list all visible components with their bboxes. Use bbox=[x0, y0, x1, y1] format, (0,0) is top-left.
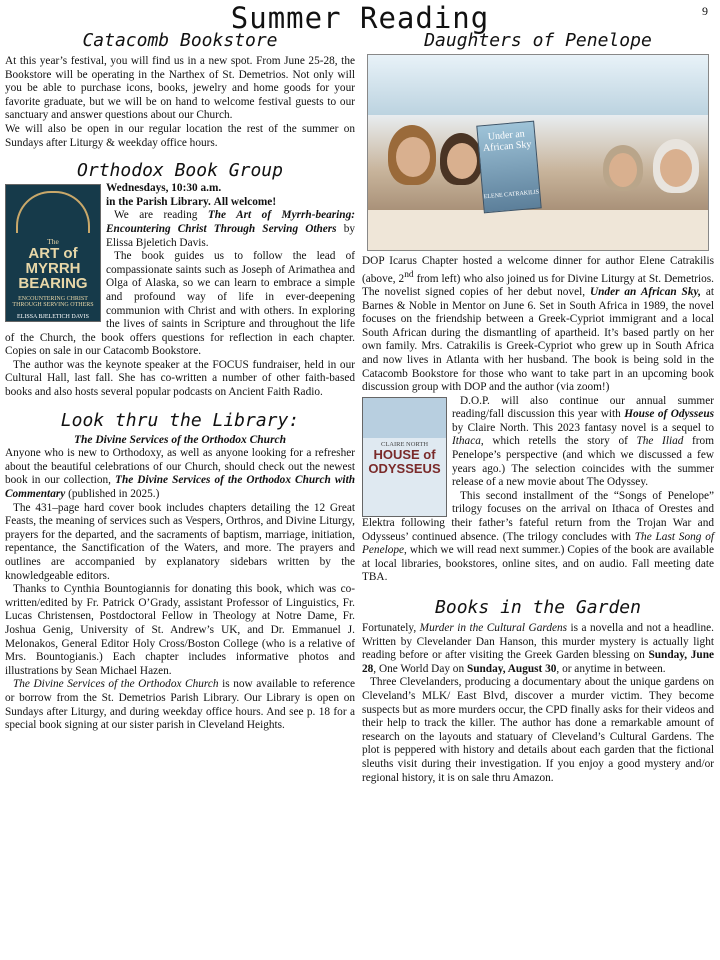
library-heading: Look thru the Library: bbox=[60, 409, 300, 431]
book-group-paragraph: The book guides us to follow the lead of compassionate saints such as Joseph of Arimathea and Olga of Alaska, so we can learn to embrace a simple and profound way of life in ever-deepening communion with Christ and with others. In exploring the lives of saints in Scripture and throughout the life of the Church, the book offers questions for reflection in each chapter. Copies on sale in our Catacomb Bookstore. bbox=[5, 250, 355, 358]
house-of-odysseus-book-cover bbox=[362, 397, 447, 517]
garden-paragraph bbox=[362, 622, 714, 676]
event-date: Sunday, August 30 bbox=[466, 662, 557, 675]
welcome-text: All welcome! bbox=[213, 195, 277, 208]
guest-figure bbox=[396, 137, 430, 177]
photo-book-author: ELENE CATRAKILIS bbox=[483, 189, 540, 201]
guest-figure bbox=[447, 143, 477, 179]
book-title: The Last Song of Penelope bbox=[362, 530, 715, 557]
book-title: The Divine Services of the Orthodox Church bbox=[13, 678, 219, 691]
text-run: by Claire North. This 2023 fantasy novel is a sequel to bbox=[452, 421, 714, 434]
library-paragraph: The 431–page hard cover book includes chapters detailing the 12 Great Feasts, the meaning of services such as Vespers, Orthros, and Divine Liturgy, prayers for the departed, and the sacraments of baptism, marriage, initiation, repentance, the Sanctification of the Waters, and more. The prayers and outlines are accompanied by explanatory sidebars written by the knowledgeable editors. bbox=[5, 501, 355, 582]
text-run: is a novella and not a headline. Written by Clevelander Dan Hanson, this murder mystery is actually light reading before or after visiting the Greek Garden blessing on bbox=[362, 622, 715, 662]
photo-book-title: Under an African Sky bbox=[482, 128, 532, 155]
book-title: The Iliad bbox=[636, 435, 684, 448]
library-paragraph bbox=[5, 447, 355, 501]
text-run: DOP Icarus Chapter hosted a welcome dinner for author Elene Catrakilis (above, 2 bbox=[362, 255, 714, 285]
book-title: House of Odysseus bbox=[624, 408, 714, 421]
page-number: 9 bbox=[702, 4, 708, 18]
cover-subtitle: ENCOUNTERING CHRIST THROUGH SERVING OTHERS bbox=[12, 296, 94, 309]
left-column bbox=[5, 30, 355, 733]
garden-paragraph: Three Clevelanders, producing a documentary about the unique gardens on Cleveland’s MLK/ East Blvd, discover a murder victim. They become suspects but as more murders occur, the CPD finally asks for their videos and their help to track the killer. The author has done a remarkable amount of research on the layouts and statuary of Cleveland’s Cultural Gardens. The plot is peppered with history and details about each garden that the fictional sleuths visit during their investigation. If you enjoy a good mystery and/or regional history, it is on sale thru Amazon. bbox=[362, 676, 714, 784]
text-run: This second installment of the “Songs of Penelope” trilogy focuses on the arrival on Ithaca of Orestes and Elektra following their father’s fateful return from the Trojan War and Odysseus’ continued absence. (The trilogy concludes with bbox=[362, 489, 714, 543]
text-run: , One World Day on bbox=[373, 662, 467, 675]
text-run: from Penelope’s perspective (and which we discussed a few years ago.) The selection coincides with the summer release of a new movie about The Odyssey. bbox=[452, 435, 714, 489]
text-run: , or anytime in between. bbox=[556, 662, 666, 675]
book-title: Ithaca bbox=[452, 435, 481, 448]
book-title: Murder in the Cultural Gardens bbox=[419, 622, 568, 635]
guest-figure bbox=[660, 149, 692, 187]
text-run: , which we will read next summer.) Copies of the book are available at local libraries, bookstores, online sites, and on audio. Fall meeting date TBA. bbox=[362, 544, 714, 584]
catacomb-paragraph: At this year’s festival, you will find us in a new spot. From June 25-28, the Bookstore will be operating in the Narthex of St. Demetrios. Not only will you be able to purchase icons, books, jewelry and home goods for your favorite graduate, but we will be on hand to welcome festival guests to our sanctuary and answer questions about our Church. bbox=[5, 55, 355, 122]
text-run: from left) who also joined us for Divine Liturgy at St. Demetrios. The novelist signed copies of her debut novel, bbox=[362, 272, 714, 298]
book-title: The Art of Myrrh-bearing: Encountering Christ Through Serving Others bbox=[106, 209, 355, 235]
superscript: nd bbox=[404, 269, 414, 280]
icon-arch-illustration bbox=[16, 191, 90, 233]
text-run: We are reading bbox=[114, 209, 208, 222]
book-group-paragraph: The author was the keynote speaker at the FOCUS fundraiser, held in our Cultural Hall, last fall. She has co-written a number of other faith-based books and also hosts several popular podcasts on Ancient Faith Radio. bbox=[5, 358, 355, 399]
book-title: Under an African Sky, bbox=[589, 285, 701, 298]
penelope-paragraph bbox=[362, 255, 714, 395]
cover-text: The bbox=[47, 237, 59, 247]
cover-author: ELISSA BJELETICH DAVIS bbox=[17, 314, 89, 321]
right-column bbox=[362, 30, 714, 785]
text-run: is now available to reference or borrow from the St. Demetrios Parish Library. Our Library is open on Sundays after Liturgy, and during weekday office hours. And see p. 18 for a special book signing at our sister parish in Cleveland Heights. bbox=[5, 678, 355, 732]
penelope-heading: Daughters of Penelope bbox=[424, 30, 652, 51]
dinner-table bbox=[368, 210, 708, 250]
meeting-place: in the Parish Library. bbox=[106, 195, 211, 208]
catacomb-paragraph: We will also be open in our regular location the rest of the summer on Sundays after Liturgy & weekday office hours. bbox=[5, 122, 355, 149]
cover-sky bbox=[363, 398, 446, 438]
guest-figure bbox=[609, 153, 637, 187]
text-run: , which retells the story of bbox=[480, 435, 637, 448]
cover-author: CLAIRE NORTH bbox=[380, 440, 429, 448]
library-subheading: The Divine Services of the Orthodox Church bbox=[73, 433, 287, 446]
book-author: by Elissa Bjeletich Davis. bbox=[106, 222, 355, 249]
library-paragraph: Thanks to Cynthia Bountogiannis for donating this book, which was co-written/edited by Fr. Patrick O’Grady, assistant Professor of Linguistics, Fr. Lucas Christensen, Postdoctoral Fellow in Theology at Notre Dame, Fr. Joshua Genig, University of St. Andrew’s UK, and Dr. Emmanuel J. Melonakos, General Editor Holy Cross/Boston College (who is a relative of Mrs. Bountogianis.) Each chapter includes informative photos and illustrations by Sean Michael Hazen. bbox=[5, 583, 355, 677]
garden-heading: Books in the Garden bbox=[435, 597, 641, 619]
held-book bbox=[476, 121, 541, 214]
dinner-photo bbox=[367, 54, 709, 251]
cover-title: HOUSE of ODYSSEUS bbox=[368, 446, 441, 476]
page-title: Summer Reading bbox=[230, 1, 490, 35]
event-date: Sunday, June 28 bbox=[362, 649, 715, 675]
text-run: (published in 2025.) bbox=[65, 488, 160, 501]
text-run: D.O.P. will also continue our annual summer reading/fall discussion this year with bbox=[452, 394, 714, 421]
text-run: at Barnes & Noble in Mentor on June 6. Set in South Africa in 1989, the novel focuses on the friendship between a Greek-Cypriot immigrant and a local South African during the dismantling of apartheid. It’s based partly on her own family. Mrs. Catrakilis is Greek-Cypriot who grew up in South Africa and now lives in Atlanta with her husband. The book is being sold in the Catacomb Bookstore for those who want to take part in an upcoming book discussion group with DOP and the author (via zoom!) bbox=[362, 285, 715, 394]
meeting-time: Wednesdays, 10:30 a.m. bbox=[106, 182, 222, 195]
catacomb-heading: Catacomb Bookstore bbox=[82, 30, 278, 51]
book-group-heading: Orthodox Book Group bbox=[77, 160, 283, 182]
cover-title: ART of MYRRH BEARING bbox=[18, 245, 88, 293]
text-run: Fortunately, bbox=[362, 622, 420, 635]
myrrh-bearing-book-cover bbox=[5, 184, 101, 322]
book-title: The Divine Services of the Orthodox Church with Commentary bbox=[5, 474, 355, 501]
window-background bbox=[368, 55, 708, 115]
library-paragraph bbox=[5, 678, 355, 732]
text-run: Anyone who is new to Orthodoxy, as well as anyone looking for a refresher about the beautiful celebrations of our Church, should check out the newest book in our collection, bbox=[5, 447, 355, 487]
